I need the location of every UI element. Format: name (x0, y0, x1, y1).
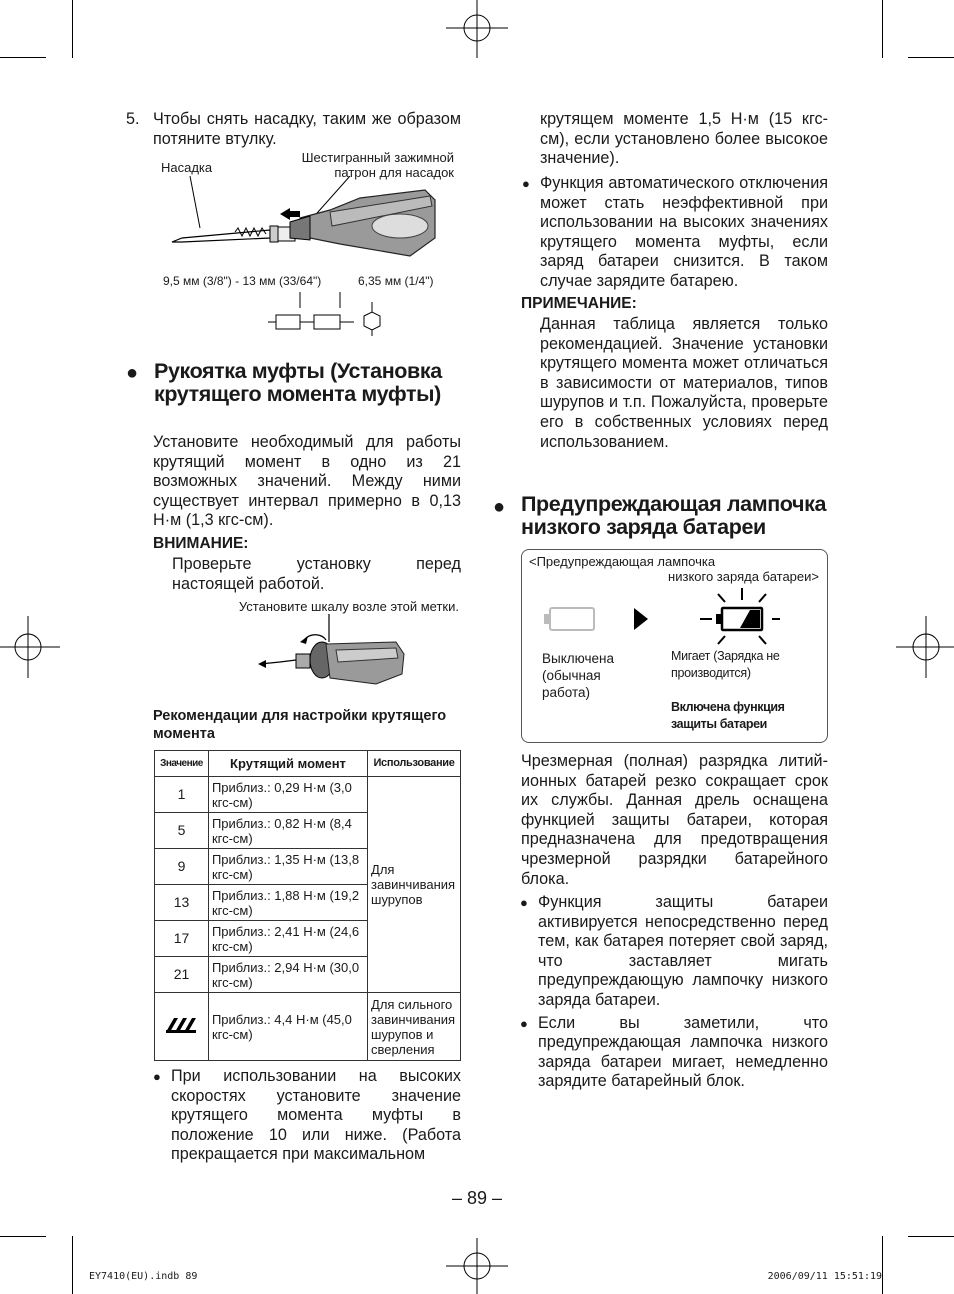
cell-torque: Приблиз.: 4,4 Н·м (45,0 кгс-см) (208, 993, 367, 1061)
section-2-title: Предупреждающая лампочка низкого заряда батареи (521, 492, 826, 539)
cell-torque: Приблиз.: 1,88 Н·м (19,2 кгс-см) (208, 885, 367, 921)
caution-heading: ВНИМАНИЕ: (153, 535, 249, 552)
cell-value: 17 (155, 921, 209, 957)
caution-text: Проверьте установку перед настоящей работой. (172, 555, 461, 593)
cell-torque: Приблиз.: 0,82 Н·м (8,4 кгс-см) (208, 813, 367, 849)
box-caption-line1: <Предупреждающая лампочка (529, 554, 716, 569)
bit-dimension-diagram (262, 292, 392, 338)
bullet-list-col2-bottom (520, 893, 828, 1092)
battery-lamp-diagram (540, 588, 780, 648)
box-blink-label: Мигает (Зарядка не производится) (671, 649, 780, 680)
header-use: Использование (368, 751, 461, 777)
cell-torque: Приблиз.: 2,94 Н·м (30,0 кгс-см) (208, 957, 367, 993)
page-number: – 89 – (451, 1188, 503, 1208)
table-header-row (155, 751, 461, 777)
section-1-title: Рукоятка муфты (Установка крутящего момента муфты) (154, 359, 442, 406)
cell-value: 1 (155, 777, 209, 813)
step-5-number: 5. (126, 110, 140, 128)
section-2-paragraph: Чрезмерная (полная) разрядка литий-ионных батарей резко сокращает срок их службы. Данная дрель оснащена функцией защиты батареи, которая предназначена для предотвращения чрезмерной разрядки батарейного блока. (521, 752, 828, 888)
bullet-charge: ● Если вы заметили, что предупреждающая лампочка низкого заряда батареи мигает, немедленно зарядите батарейный блок. (520, 1014, 828, 1092)
table-row-drill (155, 993, 461, 1061)
cell-torque: Приблиз.: 2,41 Н·м (24,6 кгс-см) (208, 921, 367, 957)
section-bullet-icon: ● (493, 496, 505, 518)
cell-value: 21 (155, 957, 209, 993)
fig1-label-chuck: Шестигранный зажимной патрон для насадок (301, 150, 454, 180)
fig1-dim-hex: 6,35 мм (1/4") (358, 274, 434, 288)
bullet-protection: ● Функция защиты батареи активируется непосредственно перед тем, как батарея потеряет свой заряд, что заставляет мигать предупреждающую лампочку низкого заряда батареи. (520, 893, 828, 1011)
registration-mark-left (0, 616, 60, 678)
box-off-label: Выключена (обычная работа) (542, 651, 614, 700)
fig1-dim-long: 9,5 мм (3/8") - 13 мм (33/64") (163, 274, 322, 288)
drill-bit-illustration (160, 176, 460, 276)
footer-datetime: 2006/09/11 15:51:19 (767, 1271, 882, 1282)
cell-value: 5 (155, 813, 209, 849)
note-heading: ПРИМЕЧАНИЕ: (521, 295, 637, 312)
cell-use-screw: Для завинчивания шурупов (368, 777, 461, 993)
fig2-caption: Установите шкалу возле этой метки. (238, 599, 459, 614)
step-5-text: Чтобы снять насадку, таким же образом потяните втулку. (153, 110, 461, 148)
cell-use-drill: Для сильного завинчивания шурупов и сверления (368, 993, 461, 1061)
box-caption-line2: низкого заряда батареи> (668, 569, 819, 584)
header-torque: Крутящий момент (208, 751, 367, 777)
battery-off-icon (544, 608, 594, 630)
note-text: Данная таблица является только рекомендацией. Значение установки крутящего момента может отличаться в зависимости от материалов, типов шурупов и т.п. Пожалуйста, проверьте его в собственных условиях перед использованием. (540, 315, 828, 451)
registration-mark-right (896, 616, 954, 678)
torque-table (154, 750, 461, 1061)
continued-text: крутящем моменте 1,5 Н·м (15 кгс-см), если установлено более высокое значение). (540, 110, 828, 168)
footer-file: EY7410(EU).indb 89 (89, 1271, 198, 1282)
registration-mark-top (446, 0, 508, 58)
drill-mode-icon (164, 1016, 198, 1034)
battery-blink-icon (700, 588, 780, 644)
bullet-high-speed: ● При использовании на высоких скоростях установите значение крутящего момента муфты в положение 10 или ниже. (Работа прекращается при максимальном (153, 1067, 461, 1165)
registration-mark-bottom (446, 1238, 508, 1294)
fig1-label-bit: Насадка (161, 160, 213, 175)
table-row (155, 777, 461, 813)
cell-value: 13 (155, 885, 209, 921)
cell-drill-symbol (155, 993, 209, 1061)
cell-torque: Приблиз.: 1,35 Н·м (13,8 кгс-см) (208, 849, 367, 885)
bullet-list-col1 (153, 1067, 461, 1165)
arrow-left-icon (280, 208, 300, 220)
section-1-intro: Установите необходимый для работы крутящий момент в одно из 21 возможных значений. Между ними существует интервал примерно в 0,13 Н·м (1,3 кгс-см). (153, 433, 461, 530)
table-caption: Рекомендации для настройки крутящего момента (153, 708, 447, 742)
arrow-right-icon (634, 608, 648, 630)
cell-value: 9 (155, 849, 209, 885)
bullet-list-col2-top (522, 174, 828, 292)
cell-torque: Приблиз.: 0,29 Н·м (3,0 кгс-см) (208, 777, 367, 813)
header-value: Значение (155, 751, 209, 777)
box-blink-bold: Включена функция защиты батареи (671, 700, 785, 731)
clutch-illustration (256, 614, 406, 696)
section-bullet-icon: ● (126, 362, 138, 384)
bullet-auto-off: ● Функция автоматического отключения может стать неэффективной при использовании на высоких значениях крутящего момента муфты, если заряд батареи снизится. В таком случае зарядите батарею. (522, 174, 828, 292)
